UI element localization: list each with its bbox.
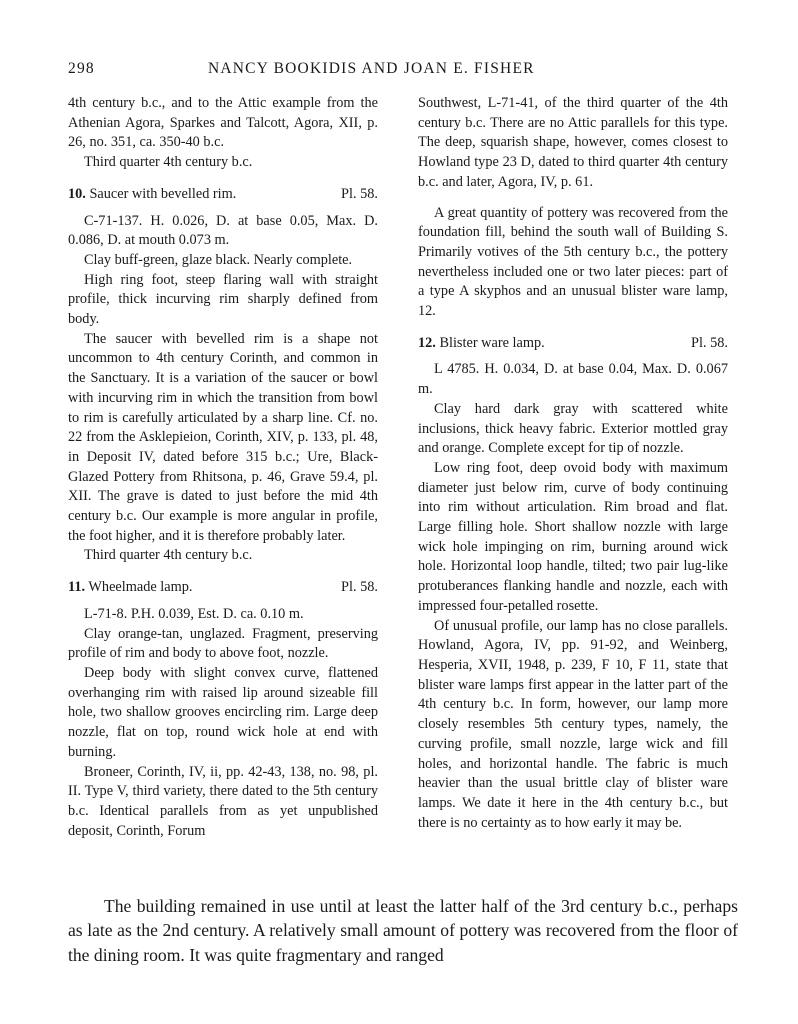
entry-title: Wheelmade lamp. (88, 579, 193, 596)
entry-description: Deep body with slight convex curve, flattened overhanging rim with raised lip around sizeable fill hole, two shallow grooves encircling rim. Large deep nozzle, flat on top, round wick hole at end with burning. (68, 664, 378, 760)
running-head: NANCY BOOKIDIS AND JOAN E. FISHER (208, 60, 535, 77)
entry-discussion: The saucer with bevelled rim is a shape not uncommon to 4th century Corinth, and common in the Sanctuary. It is a variation of the saucer or bowl with incurving rim in which the transition from bowl to rim is carefully articulated by a sharp line. Cf. no. 22 from the Asklepieion, Corinth, XIV, p. 133, pl. 48, in Deposit IV, dated before 315 b.c.; Ure, Black-Glazed Pottery from Rhitsona, p. 46, Grave 59.4, pl. XII. The grave is dated to just before the mid 4th century b.c. Our example is more angular in profile, the foot higher, and it is therefore probably later. (68, 330, 378, 544)
catalogue-entry-10-heading (68, 185, 378, 205)
plate-reference: Pl. 58. (341, 579, 378, 596)
catalogue-entry-11-heading (68, 578, 378, 598)
entry-number: 12. (418, 334, 436, 351)
entry-dimensions: L-71-8. P.H. 0.039, Est. D. ca. 0.10 m. (84, 605, 304, 622)
entry-clay: Clay hard dark gray with scattered white inclusions, thick heavy fabric. Exterior mottled gray and orange. Complete except for tip of nozzle. (418, 400, 728, 457)
entry-discussion: Of unusual profile, our lamp has no close parallels. Howland, Agora, IV, pp. 91-92, and Weinberg, Hesperia, XVII, 1948, p. 239, F 10, F 11, state that blister ware lamps first appear in the latter part of the 4th century b.c. In form, however, our lamp more closely resembles 5th century types, namely, the curving profile, small nozzle, large wick and fill holes, and horizontal handle. The fabric is much heavier than the usual brittle clay of blister ware lamps. We date it here in the 4th century b.c., but there is no certainty as to how early it may be. (418, 617, 728, 831)
entry-discussion: Broneer, Corinth, IV, ii, pp. 42-43, 138, no. 98, pl. II. Type V, third variety, there dated to the 5th century b.c. Identical parallels from as yet unpublished deposit, Corinth, Forum (68, 763, 378, 839)
page-header (68, 60, 738, 84)
entry-clay: Clay orange-tan, unglazed. Fragment, preserving profile of rim and body to above foot, nozzle. (68, 625, 378, 662)
entry-description: Low ring foot, deep ovoid body with maximum diameter just below rim, curve of body continuing into rim without articulation. Rim broad and flat. Large filling hole. Short shallow nozzle with large wick hole impinging on rim, burning around wick hole. Horizontal loop handle, tilted; two pair lug-like protuberances flanking handle and nozzle, each with impressed four-petalled rosette. (418, 459, 728, 614)
body-text-full-width (68, 894, 738, 967)
paragraph: 4th century b.c., and to the Attic example from the Athenian Agora, Sparkes and Talcott, Agora, XII, p. 26, no. 351, ca. 350-40 b.c. (68, 95, 378, 151)
date-line: Third quarter 4th century b.c. (84, 154, 253, 171)
plate-reference: Pl. 58. (691, 334, 728, 351)
paragraph: A great quantity of pottery was recovered from the foundation fill, behind the south wall of Building S. Primarily votives of the 5th century b.c., the pottery nevertheless included one or two later pieces: part of a type A skyphos and an unusual blister ware lamp, 12. (418, 204, 728, 320)
entry-dimensions: L 4785. H. 0.034, D. at base 0.04, Max. D. 0.067 m. (418, 361, 728, 398)
catalogue-entry-12-heading (418, 334, 728, 354)
paragraph: Southwest, L-71-41, of the third quarter of the 4th century b.c. There are no Attic parallels for this type. The deep, squarish shape, however, comes closest to Howland type 23 D, dated to third quarter 4th century b.c. and later, Agora, IV, p. 61. (418, 95, 728, 190)
entry-description: High ring foot, steep flaring wall with straight profile, thick incurving rim sharply defined from body. (68, 271, 378, 328)
page-number: 298 (68, 60, 95, 77)
entry-dimensions: C-71-137. H. 0.026, D. at base 0.05, Max. D. 0.086, D. at mouth 0.073 m. (68, 212, 378, 249)
entry-title: Saucer with bevelled rim. (89, 185, 237, 202)
entry-clay: Clay buff-green, glaze black. Nearly complete. (84, 251, 353, 268)
plate-reference: Pl. 58. (341, 185, 378, 202)
right-column (418, 94, 728, 833)
date-line: Third quarter 4th century b.c. (84, 547, 253, 564)
left-column (68, 94, 378, 841)
entry-number: 11. (68, 579, 86, 596)
paragraph: The building remained in use until at least the latter half of the 3rd century b.c., perhaps as late as the 2nd century. A relatively small amount of pottery was recovered from the floor of the dining room. It was quite fragmentary and ranged (68, 896, 738, 965)
entry-number: 10. (68, 185, 86, 202)
entry-title: Blister ware lamp. (439, 334, 545, 351)
